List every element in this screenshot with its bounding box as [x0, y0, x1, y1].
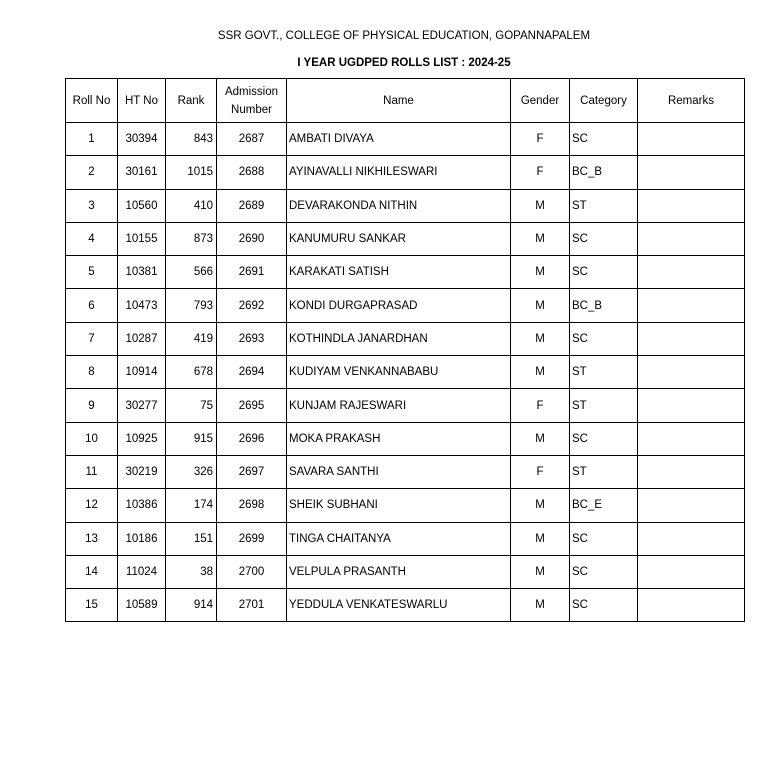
cell-ht-no: 10186 — [118, 522, 166, 555]
cell-remarks — [638, 189, 745, 222]
cell-name: DEVARAKONDA NITHIN — [287, 189, 511, 222]
cell-category: SC — [570, 322, 638, 355]
cell-admission-number: 2698 — [217, 489, 287, 522]
cell-remarks — [638, 123, 745, 156]
cell-ht-no: 10386 — [118, 489, 166, 522]
cell-category: ST — [570, 189, 638, 222]
cell-name: KUNJAM RAJESWARI — [287, 389, 511, 422]
list-title: I YEAR UGDPED ROLLS LIST : 2024-25 — [297, 57, 511, 69]
table-row — [66, 156, 745, 189]
cell-name: SAVARA SANTHI — [287, 455, 511, 488]
cell-ht-no: 10589 — [118, 589, 166, 622]
table-row — [66, 389, 745, 422]
cell-remarks — [638, 422, 745, 455]
cell-ht-no: 30394 — [118, 123, 166, 156]
cell-admission-number: 2696 — [217, 422, 287, 455]
cell-gender: M — [511, 555, 570, 588]
cell-name: TINGA CHAITANYA — [287, 522, 511, 555]
cell-ht-no: 30277 — [118, 389, 166, 422]
cell-admission-number: 2691 — [217, 256, 287, 289]
cell-roll-no: 9 — [66, 389, 118, 422]
table-row — [66, 256, 745, 289]
cell-category: BC_B — [570, 289, 638, 322]
cell-ht-no: 10155 — [118, 222, 166, 255]
cell-roll-no: 1 — [66, 123, 118, 156]
cell-roll-no: 6 — [66, 289, 118, 322]
cell-category: SC — [570, 555, 638, 588]
cell-remarks — [638, 156, 745, 189]
cell-rank: 38 — [166, 555, 217, 588]
cell-category: SC — [570, 222, 638, 255]
cell-category: ST — [570, 389, 638, 422]
cell-name: VELPULA PRASANTH — [287, 555, 511, 588]
cell-remarks — [638, 455, 745, 488]
cell-ht-no: 11024 — [118, 555, 166, 588]
cell-ht-no: 10287 — [118, 322, 166, 355]
rolls-table — [65, 78, 745, 622]
table-row — [66, 422, 745, 455]
cell-roll-no: 3 — [66, 189, 118, 222]
cell-gender: M — [511, 422, 570, 455]
header-admission-number: Admission Number — [217, 79, 287, 123]
cell-roll-no: 12 — [66, 489, 118, 522]
header-ht-no: HT No — [118, 79, 166, 123]
cell-gender: M — [511, 256, 570, 289]
table-row — [66, 356, 745, 389]
cell-roll-no: 5 — [66, 256, 118, 289]
header-gender: Gender — [511, 79, 570, 123]
cell-rank: 1015 — [166, 156, 217, 189]
cell-roll-no: 7 — [66, 322, 118, 355]
cell-rank: 793 — [166, 289, 217, 322]
cell-name: SHEIK SUBHANI — [287, 489, 511, 522]
cell-admission-number: 2689 — [217, 189, 287, 222]
cell-rank: 678 — [166, 356, 217, 389]
table-row — [66, 589, 745, 622]
cell-rank: 914 — [166, 589, 217, 622]
cell-name: KONDI DURGAPRASAD — [287, 289, 511, 322]
cell-remarks — [638, 356, 745, 389]
cell-rank: 75 — [166, 389, 217, 422]
table-row — [66, 322, 745, 355]
table-row — [66, 289, 745, 322]
table-row — [66, 189, 745, 222]
cell-gender: F — [511, 389, 570, 422]
cell-category: BC_B — [570, 156, 638, 189]
cell-rank: 566 — [166, 256, 217, 289]
header-remarks: Remarks — [638, 79, 745, 123]
cell-ht-no: 10381 — [118, 256, 166, 289]
cell-category: BC_E — [570, 489, 638, 522]
cell-remarks — [638, 289, 745, 322]
cell-ht-no: 10473 — [118, 289, 166, 322]
cell-gender: M — [511, 522, 570, 555]
table-row — [66, 222, 745, 255]
cell-roll-no: 15 — [66, 589, 118, 622]
cell-remarks — [638, 389, 745, 422]
table-header-row — [66, 79, 745, 123]
cell-admission-number: 2693 — [217, 322, 287, 355]
cell-rank: 151 — [166, 522, 217, 555]
cell-category: SC — [570, 123, 638, 156]
cell-rank: 873 — [166, 222, 217, 255]
cell-ht-no: 10914 — [118, 356, 166, 389]
cell-gender: M — [511, 489, 570, 522]
table-row — [66, 489, 745, 522]
cell-category: SC — [570, 422, 638, 455]
cell-admission-number: 2687 — [217, 123, 287, 156]
cell-gender: F — [511, 123, 570, 156]
cell-ht-no: 30219 — [118, 455, 166, 488]
cell-name: KOTHINDLA JANARDHAN — [287, 322, 511, 355]
cell-gender: M — [511, 189, 570, 222]
cell-category: ST — [570, 356, 638, 389]
cell-roll-no: 14 — [66, 555, 118, 588]
cell-rank: 326 — [166, 455, 217, 488]
cell-remarks — [638, 489, 745, 522]
cell-gender: M — [511, 289, 570, 322]
header-roll-no: Roll No — [66, 79, 118, 123]
cell-rank: 915 — [166, 422, 217, 455]
cell-gender: M — [511, 222, 570, 255]
table-row — [66, 455, 745, 488]
cell-gender: M — [511, 356, 570, 389]
cell-remarks — [638, 555, 745, 588]
cell-category: SC — [570, 589, 638, 622]
cell-admission-number: 2690 — [217, 222, 287, 255]
table-row — [66, 522, 745, 555]
cell-remarks — [638, 256, 745, 289]
cell-remarks — [638, 222, 745, 255]
cell-admission-number: 2697 — [217, 455, 287, 488]
cell-name: KARAKATI SATISH — [287, 256, 511, 289]
cell-roll-no: 11 — [66, 455, 118, 488]
cell-ht-no: 10925 — [118, 422, 166, 455]
cell-roll-no: 8 — [66, 356, 118, 389]
header-name: Name — [287, 79, 511, 123]
cell-name: MOKA PRAKASH — [287, 422, 511, 455]
cell-name: KANUMURU SANKAR — [287, 222, 511, 255]
header-rank: Rank — [166, 79, 217, 123]
cell-roll-no: 2 — [66, 156, 118, 189]
cell-category: SC — [570, 256, 638, 289]
cell-ht-no: 10560 — [118, 189, 166, 222]
cell-ht-no: 30161 — [118, 156, 166, 189]
cell-admission-number: 2692 — [217, 289, 287, 322]
cell-admission-number: 2699 — [217, 522, 287, 555]
cell-rank: 419 — [166, 322, 217, 355]
cell-rank: 410 — [166, 189, 217, 222]
cell-gender: F — [511, 455, 570, 488]
college-title: SSR GOVT., COLLEGE OF PHYSICAL EDUCATION, GOPANNAPALEM — [217, 30, 591, 42]
table-row — [66, 555, 745, 588]
cell-category: ST — [570, 455, 638, 488]
table-row — [66, 123, 745, 156]
cell-roll-no: 10 — [66, 422, 118, 455]
cell-admission-number: 2694 — [217, 356, 287, 389]
cell-remarks — [638, 522, 745, 555]
cell-admission-number: 2695 — [217, 389, 287, 422]
cell-roll-no: 4 — [66, 222, 118, 255]
cell-admission-number: 2688 — [217, 156, 287, 189]
cell-rank: 174 — [166, 489, 217, 522]
header-category: Category — [570, 79, 638, 123]
cell-name: KUDIYAM VENKANNABABU — [287, 356, 511, 389]
cell-gender: M — [511, 322, 570, 355]
cell-remarks — [638, 322, 745, 355]
cell-rank: 843 — [166, 123, 217, 156]
cell-name: YEDDULA VENKATESWARLU — [287, 589, 511, 622]
cell-remarks — [638, 589, 745, 622]
cell-gender: M — [511, 589, 570, 622]
cell-name: AMBATI DIVAYA — [287, 123, 511, 156]
table-body — [66, 123, 745, 622]
cell-category: SC — [570, 522, 638, 555]
cell-admission-number: 2701 — [217, 589, 287, 622]
cell-name: AYINAVALLI NIKHILESWARI — [287, 156, 511, 189]
cell-roll-no: 13 — [66, 522, 118, 555]
cell-admission-number: 2700 — [217, 555, 287, 588]
cell-gender: F — [511, 156, 570, 189]
